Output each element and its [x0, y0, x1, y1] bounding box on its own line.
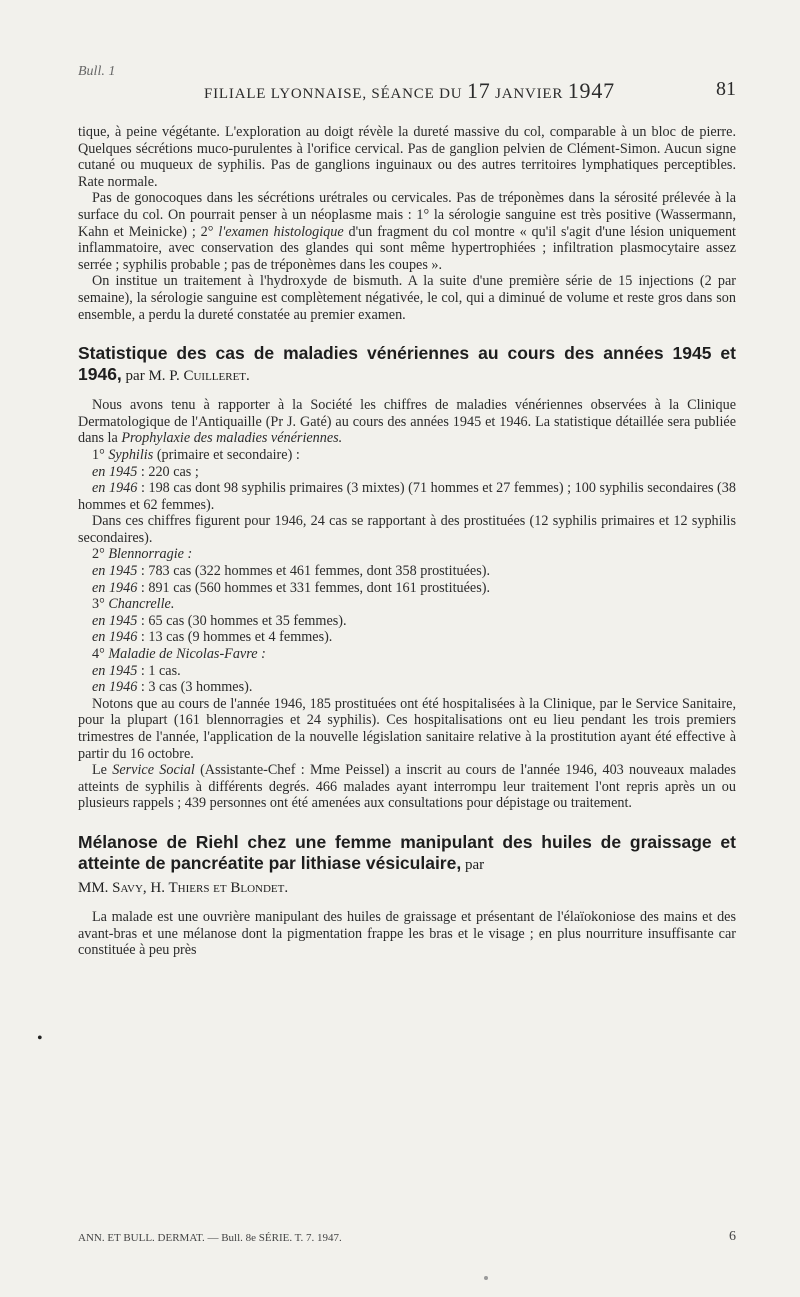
syphilis-1945-label: en 1945 [92, 463, 138, 480]
scan-speck-icon [484, 1276, 488, 1280]
chancrelle-1946-text: : 13 cas (9 hommes et 4 femmes). [137, 629, 333, 646]
nicolas-favre-1945 [78, 663, 736, 680]
syphilis-1946-text: : 198 cas dont 98 syphilis primaires (3 mixtes) (71 hommes et 27 femmes) ; 100 syphilis secondaires (38 hommes et 62 femmes). [78, 480, 736, 513]
blennorragie-heading [78, 546, 736, 563]
intro-p2-text-a: Pas de gonocoques dans les sécrétions urétrales ou cervicales. Pas de tréponèmes dans la sérosité prélevée à la surface du col. On pourrait penser à un néoplasme mais : 1° la sérologie sanguine est très positive (Wassermann, Kahn et Meinicke) ; 2° [78, 190, 736, 240]
header-title [204, 78, 615, 104]
intro-paragraph-1: tique, à peine végétante. L'exploration au doigt révèle la dureté massive du col, comparable à un bloc de pierre. Quelques sécrétions muco-purulentes à l'orifice cervical. Pas de ganglion pelvien de Clément-Simon. Aucun signe cutané ou muqueux de syphilis. Pas de ganglions inguinaux ou des autres territoires lymphatiques perceptibles. Rate normale. [78, 124, 736, 190]
section-1-p1-text: Nous avons tenu à rapporter à la Société les chiffres de maladies vénériennes observées à la Clinique Dermatologique de l'Antiquaille (Pr J. Gaté) au cours des années 1945 et 1946. La statistique détaillée sera publiée dans la [78, 397, 736, 447]
chancrelle-1946 [78, 629, 736, 646]
section-2-heading [78, 832, 736, 899]
intro-p2-italic: l'examen histologique [218, 223, 344, 240]
blennorragie-1946-text: : 891 cas (560 hommes et 331 femmes, dont 161 prostituées). [137, 579, 490, 596]
margin-bullet-icon: • [37, 1030, 43, 1047]
section-1-paragraph-1 [78, 397, 736, 447]
intro-paragraph-3: On institue un traitement à l'hydroxyde de bismuth. A la suite d'une première série de 15 injections (2 par semaine), la sérologie sanguine est complètement négativée, le col, qui a diminué de volume et reste gros dans son ensemble, a perdu la dureté constatée au premier examen. [78, 273, 736, 323]
page-number: 81 [716, 78, 736, 100]
syphilis-heading [78, 447, 736, 464]
syphilis-rest: (primaire et secondaire) : [153, 446, 300, 463]
syphilis-1946 [78, 480, 736, 513]
section-1-by: par M. [121, 368, 170, 385]
section-1-heading [78, 343, 736, 387]
footer-citation: ANN. ET BULL. DERMAT. — Bull. 8e SÉRIE. T. 7. 1947. [78, 1232, 342, 1244]
nicolas-favre-1946-text: : 3 cas (3 hommes). [137, 679, 253, 696]
syphilis-number: 1° [92, 446, 109, 463]
header-month: JANVIER [490, 86, 568, 102]
section-1-author: P. Cuilleret. [169, 368, 250, 385]
header-title-prefix: FILIALE LYONNAISE, SÉANCE DU [204, 86, 467, 102]
blennorragie-1946 [78, 580, 736, 597]
intro-p2-text-b: d'un fragment du col montre « qu'il s'agit d'une lésion uniquement inflammatoire, avec conservation des glandes qui sont même hypertrophiées ; infiltration plasmocytaire assez serrée ; syphilis probable ; pas de tréponèmes dans les coupes ». [78, 223, 736, 273]
chancrelle-name: Chancrelle. [108, 596, 175, 613]
service-text-b: (Assistante-Chef : Mme Peissel) a inscrit au cours de l'année 1946, 403 nouveaux malades atteints de syphilis à différents degrés. 466 malades ayant interrompu leur traitement l'ont repris après un ou plusieurs rappels ; 439 personnes ont été amenées aux consultations pour dépistage ou traitement. [78, 762, 736, 812]
syphilis-1946-label: en 1946 [92, 480, 138, 497]
footer-signature: 6 [729, 1229, 736, 1244]
chancrelle-heading [78, 596, 736, 613]
section-2-by: par [461, 856, 485, 873]
syphilis-name: Syphilis [108, 446, 154, 463]
syphilis-1945-text: : 220 cas ; [137, 463, 199, 480]
chancrelle-1945 [78, 613, 736, 630]
blennorragie-name: Blennorragie : [108, 546, 193, 563]
section-2-title: Mélanose de Riehl chez une femme manipulant des huiles de graissage et atteinte de pancréatite par lithiase vésiculaire, [78, 831, 736, 873]
syphilis-note: Dans ces chiffres figurent pour 1946, 24 cas se rapportant à des prostituées (12 syphilis primaires et 12 syphilis secondaires). [78, 513, 736, 546]
page-footer [78, 1229, 736, 1244]
chancrelle-1945-text: : 65 cas (30 hommes et 35 femmes). [137, 612, 347, 629]
intro-paragraph-2 [78, 190, 736, 273]
service-text-a: Le [92, 762, 113, 779]
section-1-notons-paragraph: Notons que au cours de l'année 1946, 185 prostituées ont été hospitalisées à la Clinique, par le Service Sanitaire, pour la plupart (161 blennorragies et 24 syphilis). Ces hospitalisations ont eu lieu pendant les trois premiers trimestres de l'année, l'application de la nouvelle législation sanitaire relative à la prostitution ayant été effective à partir du 16 octobre. [78, 695, 736, 762]
blennorragie-1946-label: en 1946 [92, 579, 138, 596]
blennorragie-1945-label: en 1945 [92, 563, 138, 580]
section-2-paragraph-1: La malade est une ouvrière manipulant des huiles de graissage et présentant de l'élaïokoniose des mains et des avant-bras et une mélanose dont la pigmentation frappe les bras et le visage ; en plus nourriture insuffisante car constituée à peu près [78, 908, 736, 959]
blennorragie-number: 2° [92, 546, 109, 563]
blennorragie-1945 [78, 563, 736, 580]
nicolas-favre-1946 [78, 679, 736, 696]
chancrelle-number: 3° [92, 596, 109, 613]
chancrelle-1946-label: en 1946 [92, 629, 138, 646]
nicolas-favre-1946-label: en 1946 [92, 679, 138, 696]
section-1-p1-italic: Prophylaxie des maladies vénériennes. [121, 430, 343, 447]
page-header [78, 78, 736, 106]
section-2-authors: MM. Savy, H. Thiers et Blondet. [78, 879, 289, 896]
service-italic: Service Social [112, 762, 195, 779]
blennorragie-1945-text: : 783 cas (322 hommes et 461 femmes, dont 358 prostituées). [137, 563, 490, 580]
nicolas-favre-1945-label: en 1945 [92, 662, 138, 679]
nicolas-favre-1945-text: : 1 cas. [137, 662, 181, 679]
section-1-service-paragraph [78, 762, 736, 812]
chancrelle-1945-label: en 1945 [92, 612, 138, 629]
syphilis-1945 [78, 464, 736, 481]
running-head-left: Bull. 1 [78, 64, 116, 79]
body-text [78, 124, 736, 959]
nicolas-favre-number: 4° [92, 646, 109, 663]
nicolas-favre-name: Maladie de Nicolas-Favre : [108, 646, 266, 663]
nicolas-favre-heading [78, 646, 736, 663]
section-1-title: Statistique des cas de maladies vénériennes au cours des années 1945 et 1946, [78, 343, 736, 385]
header-day: 17 [466, 78, 491, 103]
header-year: 1947 [567, 78, 615, 103]
